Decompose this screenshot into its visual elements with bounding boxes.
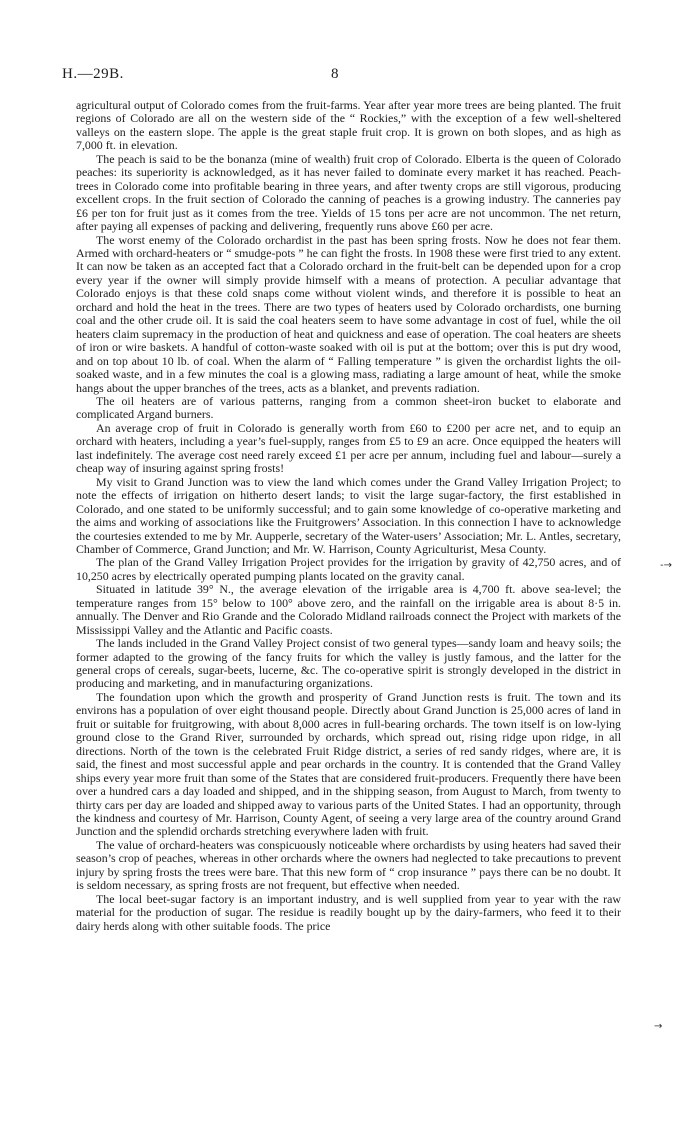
paragraph: agricultural output of Colorado comes from the fruit-farms. Year after year more trees are being planted. The fruit regions of Colorado are all on the western side of the “ Rockies,” with the exception of a few well-sheltered valleys on the eastern slope. The apple is the great staple fruit crop. It is grown on both slopes, and as high as 7,000 ft. in elevation.: [76, 98, 621, 153]
paragraph: An average crop of fruit in Colorado is generally worth from £60 to £200 per acre net, and to equip an orchard with heaters, including a year’s fuel-supply, ranges from £5 to £9 an acre. Once equipped the heaters will last indefinitely. The average cost need rarely exceed £1 per acre per annum, including fuel and labour—surely a cheap way of insuring against spring frosts!: [76, 420, 621, 476]
paragraph: The peach is said to be the bonanza (mine of wealth) fruit crop of Colorado. Elberta is the queen of Colorado peaches: its superiority is acknowledged, as it has never failed to dominate every market it has reached. Peach-trees in Colorado come into profitable bearing in three years, and after twenty crops are still vigorous, producing excellent crops. In the fruit section of Colorado the canning of peaches is a growing industry. The canneries pay £6 per ton for fruit just as it comes from the tree. Yields of 15 tons per acre are not uncommon. The net return, after paying all expenses of packing and delivering, frequently runs above £60 per acre.: [76, 151, 621, 234]
paragraph: Situated in latitude 39° N., the average elevation of the irrigable area is 4,700 ft. above sea-level; the temperature ranges from 15° below to 100° above zero, and the rainfall on the irrigable area is about 8·5 in. annually. The Denver and Rio Grande and the Colorado Midland railroads connect the Project with markets of the Mississippi Valley and the Atlantic and Pacific coasts.: [76, 582, 621, 637]
paragraph: The local beet-sugar factory is an important industry, and is well supplied from year to year with the raw material for the production of sugar. The residue is readily bought up by the dairy-farmers, who feed it to their dairy herds along with other suitable foods. The price: [76, 891, 621, 933]
paragraph: The worst enemy of the Colorado orchardist in the past has been spring frosts. Now he does not fear them. Armed with orchard-heaters or “ smudge-pots ” he can fight the frosts. In 1908 these were first tried to any extent. It can now be taken as an accepted fact that a Colorado orchard in the fruit-belt can be depended upon for a crop every year if the owner will simply provide himself with a means of protection. A peculiar advantage that Colorado enjoys is that these cold snaps come without violent winds, and therefore it is possible to heat an orchard and hold the heat in the trees. There are two types of heaters used by Colorado orchardists, one burning coal and the other crude oil. It is said the coal heaters seem to have some advantage in cost of fuel, while the oil heaters claim supremacy in the production of heat and quickness and ease of operation. The coal heaters are sheets of iron or wire baskets. A handful of cotton-waste soaked with oil is put at the bottom; over this is put dry wood, and on top about 10 lb. of coal. When the alarm of “ Falling temperature ” is given the orchardist lights the oil-soaked waste, and in a few minutes the coal is a glowing mass, radiating a large amount of heat, while the smoke hangs about the upper branches of the trees, acts as a blanket, and prevents radiation.: [76, 232, 621, 395]
margin-mark: -→: [660, 560, 672, 571]
margin-mark: →: [654, 1021, 663, 1032]
paragraph: The plan of the Grand Valley Irrigation Project provides for the irrigation by gravity of 42,750 acres, and of 10,250 acres by electrically operated pumping plants located on the gravity canal.: [76, 555, 621, 583]
paragraph: The value of orchard-heaters was conspicuously noticeable where orchardists by using heaters had saved their season’s crop of peaches, whereas in other orchards where the owners had neglected to take precautions to prevent injury by spring frosts the trees were bare. That this new form of “ crop insurance ” pays there can be no doubt. It is seldom necessary, as spring frosts are not frequent, but effective when needed.: [76, 837, 621, 893]
paragraph: The lands included in the Grand Valley Project consist of two general types—sandy loam and heavy soils; the former adapted to the growing of the fancy fruits for which the valley is justly famous, and the latter for the general crops of cereals, sugar-beets, lucerne, &c. The co-operative spirit is strongly developed in the district in producing and marketing, and in manufacturing organizations.: [76, 636, 621, 691]
paragraph: The foundation upon which the growth and prosperity of Grand Junction rests is fruit. The town and its environs has a population of over eight thousand people. Directly about Grand Junction is 25,000 acres of land in fruit or suitable for fruitgrowing, with about 8,000 acres in full-bearing orchards. The town itself is on low-lying ground close to the Grand River, surrounded by orchards, which spread out, rising ridge upon ridge, in all directions. North of the town is the celebrated Fruit Ridge district, a series of red sandy ridges, where are, it is said, the finest and most successful apple and pear orchards in the country. It is contended that the Grand Valley ships every year more fruit than some of the States that are considered fruit-producers. Frequently there have been over a hundred cars a day loaded and shipped, and in the shipping season, from August to March, from twenty to thirty cars per day are loaded and shipped away to various parts of the United States. I had an opportunity, through the kindness and courtesy of Mr. Harrison, County Agent, of seeing a very large area of the country around Grand Junction and the splendid orchards stretching everywhere laden with fruit.: [76, 689, 621, 839]
page-number: 8: [331, 66, 339, 82]
document-reference: H.—29B.: [62, 66, 124, 82]
page-header: [62, 66, 638, 86]
paragraph: The oil heaters are of various patterns, ranging from a common sheet-iron bucket to elaborate and complicated Argand burners.: [76, 393, 621, 422]
body-text: [76, 99, 621, 933]
paragraph: My visit to Grand Junction was to view the land which comes under the Grand Valley Irrigation Project; to note the effects of irrigation on hitherto desert lands; to visit the large sugar-factory, the first established in Colorado, and one stated to be uniformly successful; and to gain some knowledge of co-operative marketing and the aims and working of associations like the Fruitgrowers’ Association. In this connection I have to acknowledge the courtesies extended to me by Mr. Aupperle, secretary of the Water-users’ Association; Mr. L. Antles, secretary, Chamber of Commerce, Grand Junction; and Mr. W. Harrison, County Agriculturist, Mesa County.: [76, 474, 621, 556]
